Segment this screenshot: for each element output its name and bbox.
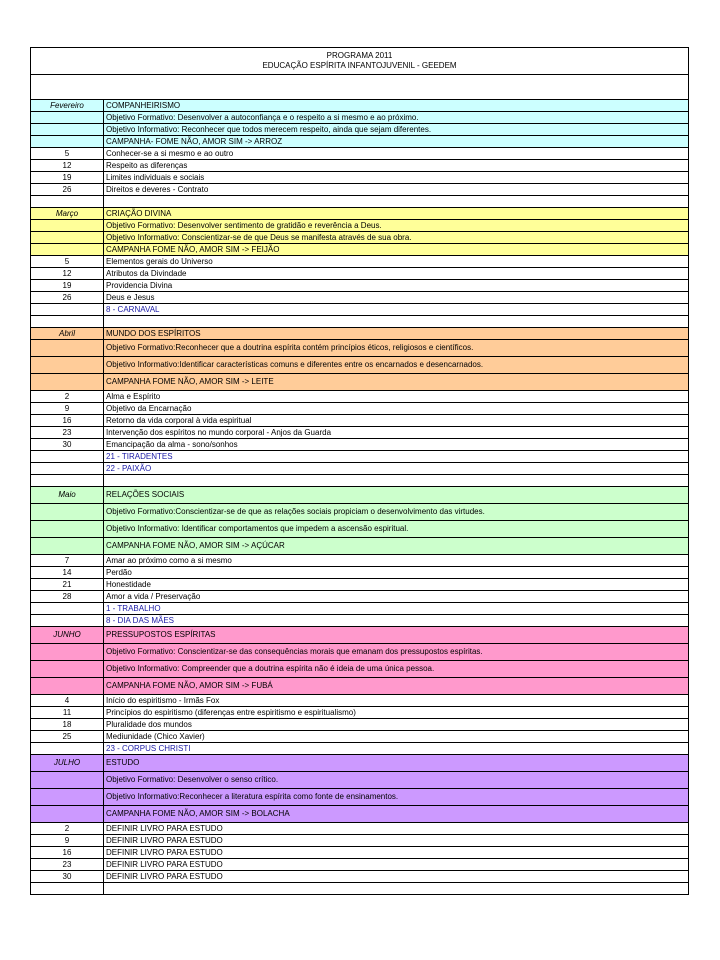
content-cell: [104, 475, 689, 487]
holiday-cell: 8 - CARNAVAL: [104, 304, 689, 316]
content-cell: CAMPANHA FOME NÃO, AMOR SIM -> BOLACHA: [104, 806, 689, 823]
content-cell: MUNDO DOS ESPÍRITOS: [104, 328, 689, 340]
table-row: [31, 244, 689, 256]
table-row: [31, 806, 689, 823]
table-row: [31, 268, 689, 280]
table-row: [31, 789, 689, 806]
table-row: [31, 504, 689, 521]
month-cell: Abril: [31, 328, 104, 340]
table-row: [31, 707, 689, 719]
table-row: [31, 772, 689, 789]
table-row: [31, 695, 689, 707]
content-cell: Objetivo Formativo:Reconhecer que a doutrina espírita contém princípios éticos, religiosos e científicos.: [104, 340, 689, 357]
day-cell: 9: [31, 835, 104, 847]
month-cell: JUNHO: [31, 627, 104, 644]
table-row: [31, 148, 689, 160]
table-row: [31, 835, 689, 847]
content-cell: Retorno da vida corporal à vida espiritual: [104, 415, 689, 427]
empty-cell: [31, 112, 104, 124]
table-row: [31, 627, 689, 644]
table-row: [31, 415, 689, 427]
empty-cell: [31, 304, 104, 316]
table-row: [31, 184, 689, 196]
day-cell: 12: [31, 268, 104, 280]
day-cell: 5: [31, 148, 104, 160]
table-row: [31, 661, 689, 678]
content-cell: PRESSUPOSTOS ESPÍRITAS: [104, 627, 689, 644]
empty-cell: [31, 451, 104, 463]
table-row: [31, 603, 689, 615]
content-cell: Limites individuais e sociais: [104, 172, 689, 184]
content-cell: [104, 883, 689, 895]
day-cell: 28: [31, 591, 104, 603]
content-cell: Objetivo Informativo: Identificar comportamentos que impedem a ascensão espiritual.: [104, 521, 689, 538]
day-cell: 30: [31, 439, 104, 451]
holiday-cell: 23 - CORPUS CHRISTI: [104, 743, 689, 755]
table-row: [31, 374, 689, 391]
empty-cell: [31, 772, 104, 789]
table-row: [31, 451, 689, 463]
empty-cell: [31, 661, 104, 678]
holiday-cell: 22 - PAIXÃO: [104, 463, 689, 475]
empty-cell: [31, 883, 104, 895]
content-cell: Honestidade: [104, 579, 689, 591]
table-row: [31, 823, 689, 835]
empty-cell: [31, 538, 104, 555]
day-cell: 14: [31, 567, 104, 579]
content-cell: Objetivo Formativo: Desenvolver o senso crítico.: [104, 772, 689, 789]
content-cell: CAMPANHA- FOME NÃO, AMOR SIM -> ARROZ: [104, 136, 689, 148]
table-row: [31, 403, 689, 415]
table-row: [31, 487, 689, 504]
content-cell: Objetivo da Encarnação: [104, 403, 689, 415]
content-cell: Alma e Espírito: [104, 391, 689, 403]
table-row: [31, 743, 689, 755]
content-cell: Conhecer-se a si mesmo e ao outro: [104, 148, 689, 160]
content-cell: CAMPANHA FOME NÃO, AMOR SIM -> AÇÚCAR: [104, 538, 689, 555]
table-row: [31, 847, 689, 859]
empty-cell: [31, 357, 104, 374]
title-cell: [31, 48, 689, 75]
month-cell: Março: [31, 208, 104, 220]
table-row: [31, 871, 689, 883]
content-cell: CAMPANHA FOME NÃO, AMOR SIM -> FEIJÃO: [104, 244, 689, 256]
empty-cell: [31, 678, 104, 695]
content-cell: Providencia Divina: [104, 280, 689, 292]
month-cell: Maio: [31, 487, 104, 504]
day-cell: 23: [31, 427, 104, 439]
table-row: [31, 521, 689, 538]
day-cell: 5: [31, 256, 104, 268]
content-cell: DEFINIR LIVRO PARA ESTUDO: [104, 859, 689, 871]
table-row: [31, 567, 689, 579]
empty-cell: [31, 463, 104, 475]
table-row: [31, 579, 689, 591]
table-row: [31, 678, 689, 695]
content-cell: Amar ao próximo como a si mesmo: [104, 555, 689, 567]
table-row: [31, 136, 689, 148]
empty-cell: [31, 136, 104, 148]
table-row: [31, 644, 689, 661]
empty-cell: [31, 316, 104, 328]
day-cell: 4: [31, 695, 104, 707]
table-row: [31, 538, 689, 555]
day-cell: 26: [31, 292, 104, 304]
empty-cell: [31, 475, 104, 487]
table-row: [31, 591, 689, 603]
spacer-cell: [31, 75, 689, 100]
program-title: PROGRAMA 2011: [326, 51, 393, 60]
content-cell: Início do espiritismo - Irmãs Fox: [104, 695, 689, 707]
holiday-cell: 21 - TIRADENTES: [104, 451, 689, 463]
table-row: [31, 280, 689, 292]
table-row: [31, 391, 689, 403]
table-row: [31, 427, 689, 439]
content-cell: Objetivo Formativo: Conscientizar-se das consequências morais que emanam dos pressupostos espíritas.: [104, 644, 689, 661]
day-cell: 26: [31, 184, 104, 196]
empty-cell: [31, 644, 104, 661]
content-cell: DEFINIR LIVRO PARA ESTUDO: [104, 835, 689, 847]
table-row: [31, 755, 689, 772]
day-cell: 19: [31, 172, 104, 184]
content-cell: DEFINIR LIVRO PARA ESTUDO: [104, 823, 689, 835]
content-cell: Atributos da Divindade: [104, 268, 689, 280]
content-cell: Objetivo Formativo: Desenvolver sentimento de gratidão e reverência a Deus.: [104, 220, 689, 232]
empty-cell: [31, 124, 104, 136]
empty-cell: [31, 374, 104, 391]
program-subtitle: EDUCAÇÃO ESPÍRITA INFANTOJUVENIL - GEEDEM: [262, 61, 457, 70]
empty-cell: [31, 806, 104, 823]
content-cell: CAMPANHA FOME NÃO, AMOR SIM -> LEITE: [104, 374, 689, 391]
month-cell: JULHO: [31, 755, 104, 772]
month-cell: Fevereiro: [31, 100, 104, 112]
table-row: [31, 340, 689, 357]
empty-cell: [31, 196, 104, 208]
content-cell: CAMPANHA FOME NÃO, AMOR SIM -> FUBÁ: [104, 678, 689, 695]
day-cell: 30: [31, 871, 104, 883]
table-row: [31, 124, 689, 136]
content-cell: Pluralidade dos mundos: [104, 719, 689, 731]
content-cell: Mediunidade (Chico Xavier): [104, 731, 689, 743]
table-row: [31, 160, 689, 172]
day-cell: 23: [31, 859, 104, 871]
table-row: [31, 256, 689, 268]
table-row: [31, 172, 689, 184]
table-row: [31, 475, 689, 487]
day-cell: 11: [31, 707, 104, 719]
spacer-row: [31, 75, 689, 100]
day-cell: 21: [31, 579, 104, 591]
content-cell: COMPANHEIRISMO: [104, 100, 689, 112]
day-cell: 2: [31, 823, 104, 835]
content-cell: Objetivo Informativo:Reconhecer a literatura espírita como fonte de ensinamentos.: [104, 789, 689, 806]
content-cell: Amor a vida / Preservação: [104, 591, 689, 603]
table-row: [31, 196, 689, 208]
program-table: [30, 47, 689, 895]
content-cell: ESTUDO: [104, 755, 689, 772]
day-cell: 16: [31, 415, 104, 427]
content-cell: Intervenção dos espíritos no mundo corporal - Anjos da Guarda: [104, 427, 689, 439]
content-cell: Objetivo Informativo: Compreender que a doutrina espírita não é ideia de uma única pessoa.: [104, 661, 689, 678]
content-cell: CRIAÇÃO DIVINA: [104, 208, 689, 220]
table-row: [31, 220, 689, 232]
day-cell: 18: [31, 719, 104, 731]
empty-cell: [31, 603, 104, 615]
content-cell: DEFINIR LIVRO PARA ESTUDO: [104, 847, 689, 859]
day-cell: 19: [31, 280, 104, 292]
day-cell: 9: [31, 403, 104, 415]
day-cell: 12: [31, 160, 104, 172]
day-cell: 25: [31, 731, 104, 743]
table-row: [31, 292, 689, 304]
content-cell: Direitos e deveres - Contrato: [104, 184, 689, 196]
content-cell: Objetivo Informativo:Identificar características comuns e diferentes entre os encarnados e desencarnados.: [104, 357, 689, 374]
holiday-cell: 8 - DIA DAS MÃES: [104, 615, 689, 627]
content-cell: Objetivo Formativo:Conscientizar-se de que as relações sociais propiciam o desenvolvimento das virtudes.: [104, 504, 689, 521]
empty-cell: [31, 615, 104, 627]
content-cell: Objetivo Informativo: Conscientizar-se de que Deus se manifesta através de sua obra.: [104, 232, 689, 244]
table-row: [31, 112, 689, 124]
empty-cell: [31, 340, 104, 357]
table-row: [31, 208, 689, 220]
content-cell: [104, 196, 689, 208]
table-row: [31, 439, 689, 451]
content-cell: Emancipação da alma - sono/sonhos: [104, 439, 689, 451]
content-cell: Objetivo Formativo: Desenvolver a autoconfiança e o respeito a si mesmo e ao próximo.: [104, 112, 689, 124]
content-cell: Respeito as diferenças: [104, 160, 689, 172]
day-cell: 16: [31, 847, 104, 859]
content-cell: Perdão: [104, 567, 689, 579]
title-row: [31, 48, 689, 75]
table-row: [31, 463, 689, 475]
empty-cell: [31, 504, 104, 521]
content-cell: RELAÇÕES SOCIAIS: [104, 487, 689, 504]
table-row: [31, 328, 689, 340]
empty-cell: [31, 789, 104, 806]
table-row: [31, 555, 689, 567]
table-row: [31, 719, 689, 731]
content-cell: Objetivo Informativo: Reconhecer que todos merecem respeito, ainda que sejam diferentes.: [104, 124, 689, 136]
day-cell: 2: [31, 391, 104, 403]
table-row: [31, 304, 689, 316]
table-row: [31, 100, 689, 112]
empty-cell: [31, 244, 104, 256]
table-row: [31, 883, 689, 895]
table-row: [31, 859, 689, 871]
empty-cell: [31, 220, 104, 232]
content-cell: Deus e Jesus: [104, 292, 689, 304]
empty-cell: [31, 743, 104, 755]
empty-cell: [31, 232, 104, 244]
content-cell: [104, 316, 689, 328]
table-row: [31, 232, 689, 244]
empty-cell: [31, 521, 104, 538]
content-cell: DEFINIR LIVRO PARA ESTUDO: [104, 871, 689, 883]
content-cell: Elementos gerais do Universo: [104, 256, 689, 268]
day-cell: 7: [31, 555, 104, 567]
content-cell: Princípios do espiritismo (diferenças entre espiritismo e espiritualismo): [104, 707, 689, 719]
table-row: [31, 615, 689, 627]
table-row: [31, 357, 689, 374]
table-row: [31, 731, 689, 743]
program-table-body: [31, 48, 689, 895]
table-row: [31, 316, 689, 328]
holiday-cell: 1 - TRABALHO: [104, 603, 689, 615]
